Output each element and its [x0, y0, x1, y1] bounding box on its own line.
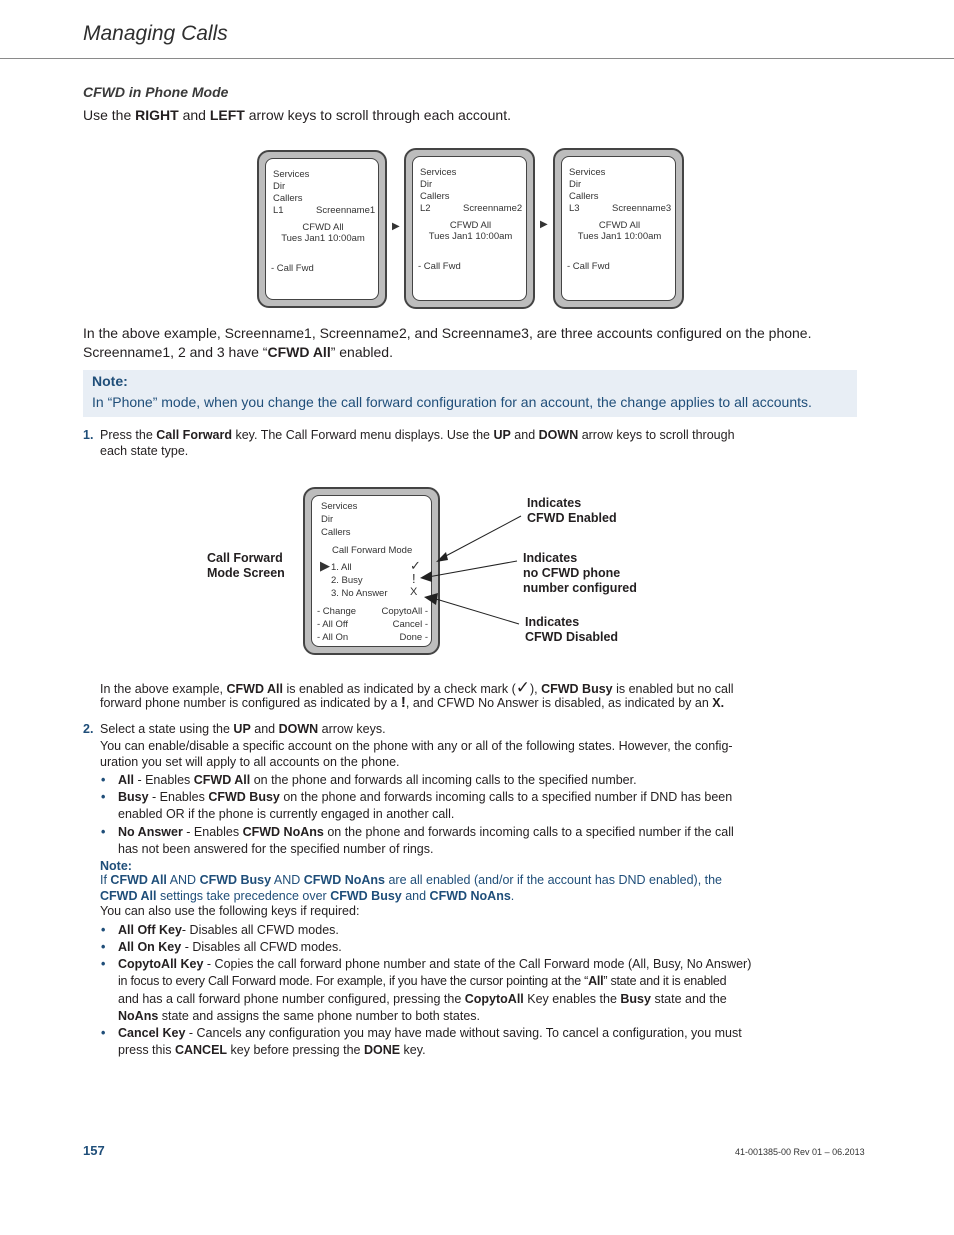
screenname: Screenname1 [316, 205, 376, 216]
bullet-icon: • [101, 825, 106, 839]
screenname: Screenname2 [463, 203, 523, 214]
page-number: 157 [83, 1143, 105, 1158]
softkey-call-fwd: - Call Fwd [567, 261, 610, 272]
menu-item: Callers [420, 191, 450, 202]
menu-item: Callers [569, 191, 599, 202]
state-busy-line2: enabled OR if the phone is currently engaged in another call. [118, 807, 455, 821]
key-copytoall: CopytoAll Key - Copies the call forward phone number and state of the Call Forward mode (All, Busy, No Answer) [118, 957, 752, 971]
softkey-call-fwd: - Call Fwd [418, 261, 461, 272]
pointer-icon: ▶ [320, 558, 330, 573]
exclamation-icon: ! [400, 694, 406, 711]
callout-line-nonumber [428, 561, 517, 577]
check-mark-icon: ✓ [515, 678, 530, 697]
screenname: Screenname3 [612, 203, 672, 214]
softkey-done: Done - [399, 632, 428, 643]
cf-mode-title: Call Forward Mode [332, 545, 413, 556]
menu-item: Callers [321, 527, 351, 538]
key-copytoall-line4: NoAns state and assigns the same phone number to both states. [118, 1009, 481, 1023]
softkey-copytoall: CopytoAll - [381, 606, 428, 617]
section-title: CFWD in Phone Mode [83, 84, 229, 100]
right-arrow-icon: ▶ [540, 219, 548, 230]
key-cancel: Cancel Key - Cancels any configuration you may have made without saving. To cancel a configuration, you must [118, 1026, 742, 1040]
bullet-icon: • [101, 790, 106, 804]
callout-line-enabled [442, 516, 521, 558]
date-text: Tues Jan1 10:00am [428, 231, 513, 242]
menu-item: Dir [321, 514, 334, 525]
state-busy: Busy - Enables CFWD Busy on the phone and forwards incoming calls to a specified number if DND has been [118, 790, 733, 804]
example2-line2: forward phone number is configured as indicated by a !, and CFWD No Answer is disabled, as indicated by an X. [100, 694, 725, 711]
line-label: L2 [420, 203, 431, 214]
call-forward-mode-label: Call Forward Mode Screen [207, 551, 285, 580]
state-no-answer: No Answer - Enables CFWD NoAns on the phone and forwards incoming calls to a specified number if the call [118, 825, 734, 839]
menu-item: Services [321, 501, 358, 512]
menu-item: Services [420, 167, 457, 178]
check-mark-icon: ✓ [410, 558, 421, 573]
callout-cfwd-disabled: Indicates CFWD Disabled [525, 615, 619, 644]
softkey-cancel: Cancel - [392, 619, 428, 630]
menu-item: Dir [420, 179, 433, 190]
exclamation-icon: ! [412, 571, 416, 586]
example2-line1: In the above example, CFWD All is enabled as indicated by a check mark (✓), CFWD Busy is enabled but no call [100, 678, 734, 697]
step-number-1: 1. [83, 428, 94, 442]
key-all-on: All On Key - Disables all CFWD modes. [118, 940, 342, 954]
key-copytoall-line2: in focus to every Call Forward mode. For example, if you have the cursor pointing at the “All” state and it is enabled [118, 974, 727, 988]
bullet-icon: • [101, 940, 106, 954]
x-mark-icon: X [410, 586, 418, 598]
bullet-icon: • [101, 773, 106, 787]
example-line-1: In the above example, Screenname1, Screenname2, and Screenname3, are three accounts configured on the phone. [83, 325, 812, 341]
softkey-all-on: - All On [317, 632, 349, 643]
status-text: CFWD All [302, 222, 344, 233]
softkey-all-off: - All Off [317, 619, 348, 630]
step-1-text: Press the Call Forward key. The Call Forward menu displays. Use the UP and DOWN arrow keys to scroll through [100, 428, 735, 442]
menu-item: Services [273, 169, 310, 180]
softkey-change: - Change [317, 606, 357, 617]
cf-item-all: 1. All [331, 562, 352, 573]
bullet-icon: • [101, 923, 106, 937]
step-2-para-line1: You can enable/disable a specific account on the phone with any or all of the following states. However, the config- [100, 739, 733, 753]
note2-line2: CFWD All settings take precedence over CFWD Busy and CFWD NoAns. [100, 889, 515, 903]
callout-arrowhead-enabled [436, 552, 448, 562]
callout-line-disabled [436, 599, 519, 624]
line-label: L1 [273, 205, 284, 216]
step-2-text: Select a state using the UP and DOWN arrow keys. [100, 722, 386, 736]
state-no-answer-line2: has not been answered for the specified number of rings. [118, 842, 434, 856]
note2-line1: If CFWD All AND CFWD Busy AND CFWD NoAns are all enabled (and/or if the account has DND enabled), the [100, 873, 723, 887]
step-number-2: 2. [83, 722, 94, 736]
step-2-para-line2: uration you set will apply to all accounts on the phone. [100, 755, 400, 769]
menu-item: Dir [569, 179, 582, 190]
bullet-icon: • [101, 957, 106, 971]
key-copytoall-line3: and has a call forward phone number configured, pressing the CopytoAll Key enables the Busy state and the [118, 992, 727, 1006]
also-text: You can also use the following keys if required: [100, 904, 360, 918]
date-text: Tues Jan1 10:00am [281, 233, 365, 244]
menu-item: Services [569, 167, 606, 178]
step-1-text-line2: each state type. [100, 444, 189, 458]
page-header-title: Managing Calls [83, 22, 228, 45]
menu-item: Dir [273, 181, 286, 192]
softkey-call-fwd: - Call Fwd [271, 263, 314, 274]
status-text: CFWD All [598, 220, 641, 231]
line-label: L3 [569, 203, 580, 214]
note-label: Note: [92, 373, 128, 389]
key-all-off: All Off Key- Disables all CFWD modes. [118, 923, 339, 937]
note2-label: Note: [100, 859, 132, 873]
example-line-2: Screenname1, 2 and 3 have “CFWD All” enabled. [83, 344, 393, 360]
bullet-icon: • [101, 1026, 106, 1040]
callout-cfwd-enabled: Indicates CFWD Enabled [527, 496, 617, 525]
cf-item-no-answer: 3. No Answer [331, 588, 388, 599]
date-text: Tues Jan1 10:00am [577, 231, 662, 242]
cf-item-busy: 2. Busy [331, 575, 363, 586]
key-cancel-line2: press this CANCEL key before pressing the DONE key. [118, 1043, 426, 1057]
document-revision: 41-001385-00 Rev 01 – 06.2013 [735, 1147, 865, 1157]
menu-item: Callers [273, 193, 303, 204]
intro-text: Use the RIGHT and LEFT arrow keys to scroll through each account. [83, 107, 511, 123]
note-text: In “Phone” mode, when you change the call forward configuration for an account, the change applies to all accounts. [92, 394, 812, 410]
status-text: CFWD All [449, 220, 492, 231]
callout-arrowhead-nonumber [420, 571, 432, 582]
right-arrow-icon: ▶ [392, 221, 400, 232]
state-all: All - Enables CFWD All on the phone and forwards all incoming calls to the specified number. [118, 773, 637, 787]
callout-arrowhead-disabled [424, 593, 438, 605]
callout-no-number: Indicates no CFWD phone number configured [523, 551, 637, 595]
